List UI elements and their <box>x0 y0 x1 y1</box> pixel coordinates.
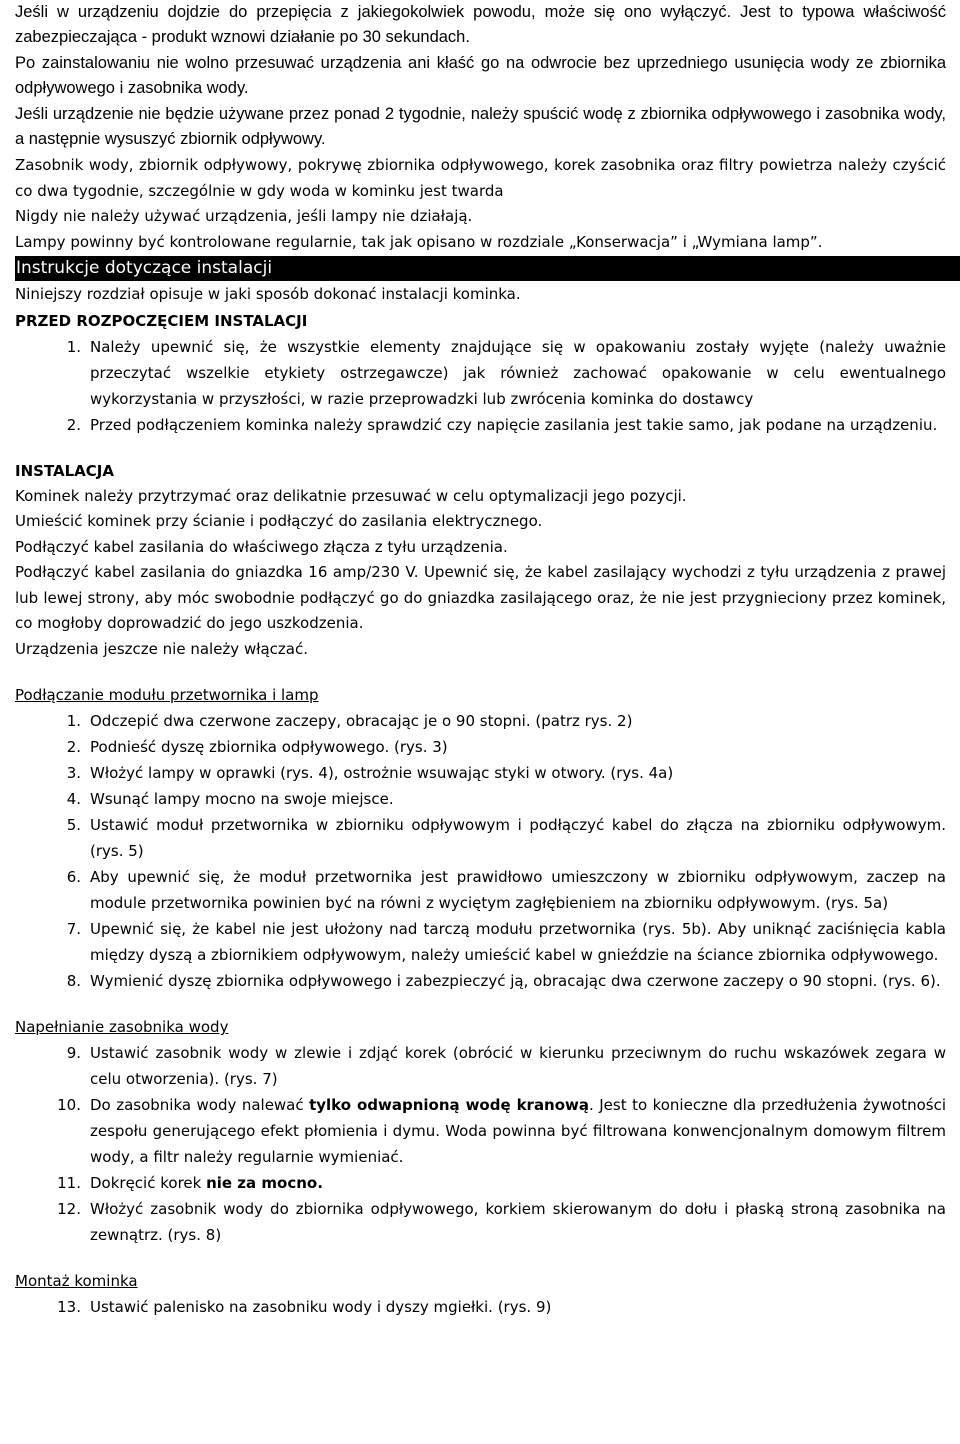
lamp-check-note: Lampy powinny być kontrolowane regularnie, tak jak opisano w rozdziale „Konserwacja” i „Wymiana lamp”. <box>15 232 823 251</box>
list-item: 1. Odczepić dwa czerwone zaczepy, obracając je o 90 stopni. (patrz rys. 2) <box>66 712 633 730</box>
chapter-intro: Niniejszy rozdział opisuje w jaki sposób dokonać instalacji kominka. <box>15 285 521 303</box>
installation-heading: INSTALACJA <box>15 461 114 480</box>
list-item: 1. Należy upewnić się, że wszystkie elementy znajdujące się w opakowaniu zostały wyjęte (należy uważnie przeczytać wszelkie etykiety ostrzegawcze) jak również zachować opakowanie w celu ewentualnego wykorzystania w przyszłości, w razie przeprowadzki lub zwrócenia kominka do dostawcy <box>66 337 946 408</box>
install-line: Podłączyć kabel zasilania do właściwego złącza z tyłu urządzenia. <box>15 537 508 556</box>
install-line: Podłączyć kabel zasilania do gniazdka 16 amp/230 V. Upewnić się, że kabel zasilający wychodzi z tyłu urządzenia z prawej lub lewej strony, aby móc swobodnie podłączyć go do gniazdka zasilającego oraz, że nie jest przygnieciony przez kominek, co mogłoby doprowadzić do jego uszkodzenia. <box>15 563 946 632</box>
list-item: 6. Aby upewnić się, że moduł przetwornika jest prawidłowo umieszczony w zbiorniku odpływowym, zaczep na module przetwornika powinien być na równi z wyciętym zagłębieniem na zbiorniku odpływowym. (rys. 5a) <box>66 868 946 912</box>
section-banner: Instrukcje dotyczące instalacji <box>15 256 960 281</box>
lamp-warning: Nigdy nie należy używać urządzenia, jeśli lampy nie działają. <box>15 207 473 225</box>
before-installation-heading: PRZED ROZPOCZĘCIEM INSTALACJI <box>15 311 308 330</box>
list-item: 9. Ustawić zasobnik wody w zlewie i zdjąć korek (obrócić w kierunku przeciwnym do ruchu wskazówek zegara w celu otworzenia). (rys. 7) <box>66 1044 946 1088</box>
intro-paragraph-1: Jeśli w urządzeniu dojdzie do przepięcia z jakiegokolwiek powodu, może się ono wyłączyć. Jest to typowa właściwość zabezpieczająca - produkt wznowi działanie po 30 sekundach. <box>15 3 946 46</box>
list-item: 7. Upewnić się, że kabel nie jest ułożony nad tarczą modułu przetwornika (rys. 5b). Aby uniknąć zaciśnięcia kabla między dyszą a zbiornikiem odpływowym, należy umieścić kabel w gnieździe na ściance zbiornika odpływowego. <box>66 920 946 964</box>
list-item: 4. Wsunąć lampy mocno na swoje miejsce. <box>66 790 394 808</box>
list-item: 11. Dokręcić korek nie za mocno. <box>57 1174 323 1192</box>
list-item: 5. Ustawić moduł przetwornika w zbiorniku odpływowym i podłączyć kabel do złącza na zbiorniku odpływowym. (rys. 5) <box>66 816 946 860</box>
intro-paragraph-2: Po zainstalowaniu nie wolno przesuwać urządzenia ani kłaść go na odwrocie bez uprzedniego usunięcia wody ze zbiornika odpływowego i zasobnika wody. <box>15 54 946 97</box>
list-item: 3. Włożyć lampy w oprawki (rys. 4), ostrożnie wsuwając styki w otwory. (rys. 4a) <box>66 764 674 782</box>
list-item: 8. Wymienić dyszę zbiornika odpływowego i zabezpieczyć ją, obracając dwa czerwone zaczepy o 90 stopni. (rys. 6). <box>66 972 941 990</box>
list-item: 2. Przed podłączeniem kominka należy sprawdzić czy napięcie zasilania jest takie samo, jak podane na urządzeniu. <box>66 415 938 434</box>
mount-heading: Montaż kominka <box>15 1272 138 1290</box>
list-item: 13. Ustawić palenisko na zasobniku wody i dyszy mgiełki. (rys. 9) <box>57 1298 552 1316</box>
module-heading: Podłączanie modułu przetwornika i lamp <box>15 686 319 704</box>
emphasis: nie za mocno. <box>206 1174 323 1192</box>
mount-steps-list <box>15 1294 946 1320</box>
emphasis: tylko odwapnioną wodę kranową <box>309 1096 590 1114</box>
list-item: 10. Do zasobnika wody nalewać tylko odwapnioną wodę kranową. Jest to konieczne dla przedłużenia żywotności zespołu generującego efekt płomienia i dymu. Woda powinna być filtrowana konwencjonalnym domowym filtrem wody, a filtr należy regularnie wymieniać. <box>57 1096 946 1166</box>
fill-heading: Napełnianie zasobnika wody <box>15 1018 229 1036</box>
install-line: Umieścić kominek przy ścianie i podłączyć do zasilania elektrycznego. <box>15 512 543 530</box>
install-line: Kominek należy przytrzymać oraz delikatnie przesuwać w celu optymalizacji jego pozycji. <box>15 486 687 505</box>
list-item: 2. Podnieść dyszę zbiornika odpływowego. (rys. 3) <box>66 738 448 756</box>
module-steps-list <box>15 708 946 994</box>
install-line: Urządzenia jeszcze nie należy włączać. <box>15 639 309 658</box>
cleaning-note: Zasobnik wody, zbiornik odpływowy, pokrywę zbiornika odpływowego, korek zasobnika oraz filtry powietrza należy czyścić co dwa tygodnie, szczególnie w gdy woda w kominku jest twarda <box>15 156 946 200</box>
list-item: 12. Włożyć zasobnik wody do zbiornika odpływowego, korkiem skierowanym do dołu i płaską stroną zasobnika na zewnątrz. (rys. 8) <box>57 1200 946 1244</box>
intro-paragraph-3: Jeśli urządzenie nie będzie używane przez ponad 2 tygodnie, należy spuścić wodę z zbiornika odpływowego i zasobnika wody, a następnie wysuszyć zbiornik odpływowy. <box>15 105 946 148</box>
fill-steps-list <box>15 1040 946 1248</box>
before-installation-list <box>15 334 946 438</box>
